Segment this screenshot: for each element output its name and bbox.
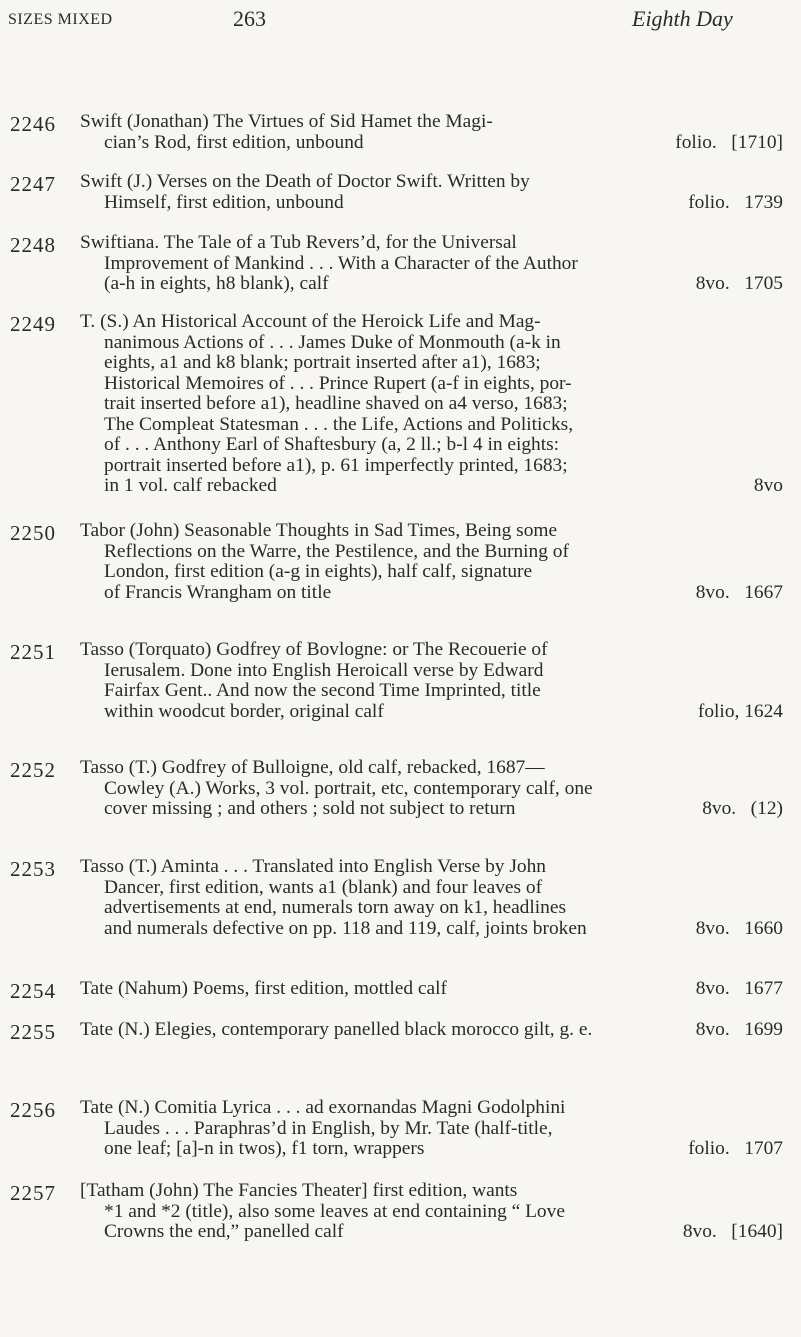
description-line: Historical Memoires of . . . Prince Rupert (a-f in eights, por- xyxy=(104,372,572,394)
format-and-date: folio. 1707 xyxy=(688,1138,783,1159)
lot-number: 2256 xyxy=(10,1098,56,1122)
format-and-date: 8vo. 1677 xyxy=(695,978,783,999)
description-line: Tasso (T.) Aminta . . . Translated into English Verse by John xyxy=(80,856,546,877)
lot-description xyxy=(80,112,783,153)
lot-description xyxy=(80,172,783,213)
description-line: London, first edition (a-g in eights), half calf, signature xyxy=(104,561,533,582)
lot-number: 2253 xyxy=(10,857,56,881)
format-and-date: 8vo. 1705 xyxy=(695,273,783,294)
description-line: nanimous Actions of . . . James Duke of Monmouth (a-k in xyxy=(104,331,561,353)
description-line: advertisements at end, numerals torn away on k1, headlines xyxy=(104,897,567,918)
format-and-date: 8vo. (12) xyxy=(702,798,783,819)
lot-number: 2251 xyxy=(10,640,56,664)
description-line: Tabor (John) Seasonable Thoughts in Sad Times, Being some xyxy=(80,520,558,541)
lot-description xyxy=(80,640,783,722)
format-and-date: folio. [1710] xyxy=(675,131,783,153)
lot-description xyxy=(80,1098,783,1160)
format-and-date: 8vo xyxy=(753,475,783,496)
description-line: Tate (Nahum) Poems, first edition, mottled calf xyxy=(80,978,447,999)
format-and-date: folio. 1739 xyxy=(688,191,783,213)
lot-description xyxy=(80,233,783,295)
page-number: 263 xyxy=(233,6,266,31)
lot-number: 2250 xyxy=(10,521,56,545)
description-line: T. (S.) An Historical Account of the Heroick Life and Mag- xyxy=(80,311,541,332)
description-line: in 1 vol. calf rebacked xyxy=(104,475,277,496)
lot-number: 2247 xyxy=(10,172,56,196)
lot-number: 2252 xyxy=(10,758,56,782)
lot-number: 2254 xyxy=(10,979,56,1003)
description-line: Tate (N.) Comitia Lyrica . . . ad exornandas Magni Godolphini xyxy=(80,1097,566,1118)
page-header xyxy=(0,0,801,40)
lot-description xyxy=(80,521,783,603)
sale-day: Eighth Day xyxy=(632,6,733,31)
description-line: Himself, first edition, unbound xyxy=(104,191,344,213)
description-line: portrait inserted before a1), p. 61 imperfectly printed, 1683; xyxy=(104,454,568,476)
description-line: The Compleat Statesman . . . the Life, Actions and Politicks, xyxy=(104,413,574,435)
description-line: Swift (J.) Verses on the Death of Doctor Swift. Written by xyxy=(80,171,530,192)
description-line: Improvement of Mankind . . . With a Character of the Author xyxy=(104,252,578,274)
lot-number: 2249 xyxy=(10,312,56,336)
description-line: Swift (Jonathan) The Virtues of Sid Hamet the Magi- xyxy=(80,111,493,132)
lot-number: 2246 xyxy=(10,112,56,136)
description-line: Fairfax Gent.. And now the second Time Imprinted, title xyxy=(104,680,541,701)
description-line: *1 and *2 (title), also some leaves at end containing “ Love xyxy=(104,1200,565,1222)
description-line: Laudes . . . Paraphras’d in English, by Mr. Tate (half-title, xyxy=(104,1117,553,1139)
lot-number: 2255 xyxy=(10,1020,56,1044)
description-line: and numerals defective on pp. 118 and 119, calf, joints broken xyxy=(104,917,587,939)
lot-number: 2257 xyxy=(10,1181,56,1205)
description-line: Cowley (A.) Works, 3 vol. portrait, etc, contemporary calf, one xyxy=(104,777,593,799)
description-line: one leaf; [a]-n in twos), f1 torn, wrappers xyxy=(104,1138,425,1159)
description-line: Reflections on the Warre, the Pestilence, and the Burning of xyxy=(104,540,569,562)
lot-description xyxy=(80,1181,783,1243)
description-line: [Tatham (John) The Fancies Theater] first edition, wants xyxy=(80,1180,518,1201)
description-line: eights, a1 and k8 blank; portrait inserted after a1), 1683; xyxy=(104,352,541,373)
section-heading: SIZES MIXED xyxy=(8,11,113,28)
description-line: of . . . Anthony Earl of Shaftesbury (a, 2 ll.; b-l 4 in eights: xyxy=(104,434,560,455)
format-and-date: 8vo. 1667 xyxy=(695,581,783,603)
description-line: trait inserted before a1), headline shaved on a4 verso, 1683; xyxy=(104,393,568,414)
format-and-date: 8vo. [1640] xyxy=(682,1221,783,1242)
format-and-date: folio, 1624 xyxy=(697,700,783,722)
description-line: Ierusalem. Done into English Heroicall verse by Edward xyxy=(104,659,544,681)
description-line: Crowns the end,” panelled calf xyxy=(104,1221,344,1242)
description-line: cover missing ; and others ; sold not subject to return xyxy=(104,798,516,819)
lot-description xyxy=(80,312,783,497)
description-line: Swiftiana. The Tale of a Tub Revers’d, for the Universal xyxy=(80,232,517,253)
description-line: Tasso (Torquato) Godfrey of Bovlogne: or The Recouerie of xyxy=(80,639,548,660)
lot-number: 2248 xyxy=(10,233,56,257)
lot-description xyxy=(80,857,783,939)
lot-description xyxy=(80,979,783,1000)
lot-description xyxy=(80,1020,783,1041)
description-line: Dancer, first edition, wants a1 (blank) and four leaves of xyxy=(104,876,543,898)
description-line: Tasso (T.) Godfrey of Bulloigne, old calf, rebacked, 1687— xyxy=(80,757,545,778)
description-line: within woodcut border, original calf xyxy=(104,700,384,722)
lot-description xyxy=(80,758,783,820)
format-and-date: 8vo. 1699 xyxy=(695,1019,783,1040)
description-line: of Francis Wrangham on title xyxy=(104,581,332,603)
description-line: Tate (N.) Elegies, contemporary panelled black morocco gilt, g. e. xyxy=(80,1019,593,1040)
description-line: cian’s Rod, first edition, unbound xyxy=(104,131,364,153)
format-and-date: 8vo. 1660 xyxy=(695,917,783,939)
description-line: (a-h in eights, h8 blank), calf xyxy=(104,273,329,294)
